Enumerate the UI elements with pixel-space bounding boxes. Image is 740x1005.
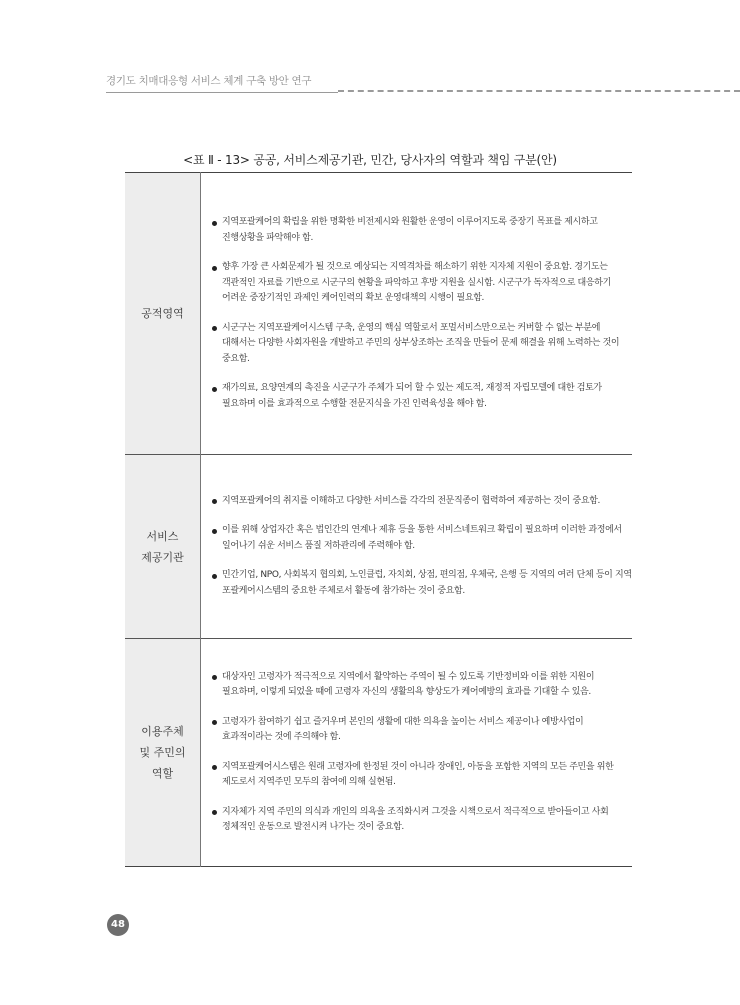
category-label: 공적영역 [141,307,184,320]
bullet-item: 향후 가장 큰 사회문제가 될 것으로 예상되는 지역격차를 해소하기 위한 지자체 지원이 중요함. 경기도는 객관적인 자료를 기반으로 시군구의 현황을 파악하고 후방 지원을 실시함. 시군구가 독자적으로 대응하기 어려운 중장기적인 과제인 케어인력의 확보 운영대책의 시행이 필요함. [211,260,632,307]
roles-table [125,172,632,867]
bullet-item: 시군구는 지역포괄케어시스템 구축, 운영의 핵심 역할로서 포멀서비스만으로는 커버할 수 없는 부분에 대해서는 다양한 사회자원을 개발하고 주민의 상부상조하는 조직을 만들어 문제 해결을 위해 노력하는 것이 중요함. [211,321,632,368]
page-number-badge: 48 [107,914,129,936]
category-label-line: 서비스 [146,529,179,543]
bullet-item: 지역포괄케어시스템은 원래 고령자에 한정된 것이 아니라 장애인, 아동을 포함한 지역의 모든 주민을 위한 제도로서 지역주민 모두의 참여에 의해 실현됨. [211,760,632,791]
category-cell [125,455,201,639]
bullet-list [211,215,632,412]
running-header: 경기도 치매대응형 서비스 체계 구축 방안 연구 [106,75,312,87]
category-label-line: 및 주민의 [139,746,186,759]
bullet-list [211,670,632,836]
header-rule [106,92,338,93]
bullet-item: 이를 위해 상업자간 혹은 법인간의 연계나 제휴 등을 통한 서비스네트워크 확립이 필요하며 이러한 과정에서 일어나기 쉬운 서비스 품질 저하관리에 주력해야 함. [211,523,632,554]
category-cell [125,639,201,867]
table-row-provider [125,455,632,639]
bullet-item: 민간기업, NPO, 사회복지 협의회, 노인클럽, 자치회, 상점, 편의점, 우체국, 은행 등 지역의 여러 단체 등이 지역 포괄케어시스템의 중요한 주체로서 활동에 참가하는 것이 중요함. [211,568,632,599]
bullet-item: 지역포괄케어의 확립을 위한 명확한 비전제시와 원활한 운영이 이루어지도록 중장기 목표를 제시하고 진행상황을 파악해야 함. [211,215,632,246]
bullet-item: 재가의료, 요양연계의 촉진을 시군구가 주체가 되어 할 수 있는 제도적, 재정적 자립모델에 대한 검토가 필요하며 이를 효과적으로 수행할 전문지식을 가진 인력육성을 해야 함. [211,381,632,412]
bullet-list [211,494,632,600]
table-row-public [125,173,632,455]
category-cell [125,173,201,455]
bullets-cell [201,173,633,455]
category-label-line: 이용주체 [141,725,184,738]
table-title: <표 Ⅱ - 13> 공공, 서비스제공기관, 민간, 당사자의 역할과 책임 구분(안) [183,153,557,167]
bullets-cell [201,455,633,639]
bullet-item: 고령자가 참여하기 쉽고 즐거우며 본인의 생활에 대한 의욕을 높이는 서비스 제공이나 예방사업이 효과적이라는 것에 주의해야 함. [211,715,632,746]
bullets-cell [201,639,633,867]
table-row-residents [125,639,632,867]
header-dashed-rule [338,90,740,92]
bullet-item: 지자체가 지역 주민의 의식과 개인의 의욕을 조직화시켜 그것을 시책으로서 적극적으로 받아들이고 사회 정체적인 운동으로 발전시켜 나가는 것이 중요함. [211,805,632,836]
bullet-item: 대상자인 고령자가 적극적으로 지역에서 활약하는 주역이 될 수 있도록 기반정비와 이를 위한 지원이 필요하며, 이렇게 되었을 때에 고령자 자신의 생활의욕 향상도가 케어예방의 효과를 기대할 수 있음. [211,670,632,701]
bullet-item: 지역포괄케어의 취지를 이해하고 다양한 서비스를 각각의 전문직종이 협력하여 제공하는 것이 중요함. [211,494,632,510]
category-label-line: 역할 [151,767,174,780]
category-label-line: 제공기관 [141,550,184,564]
